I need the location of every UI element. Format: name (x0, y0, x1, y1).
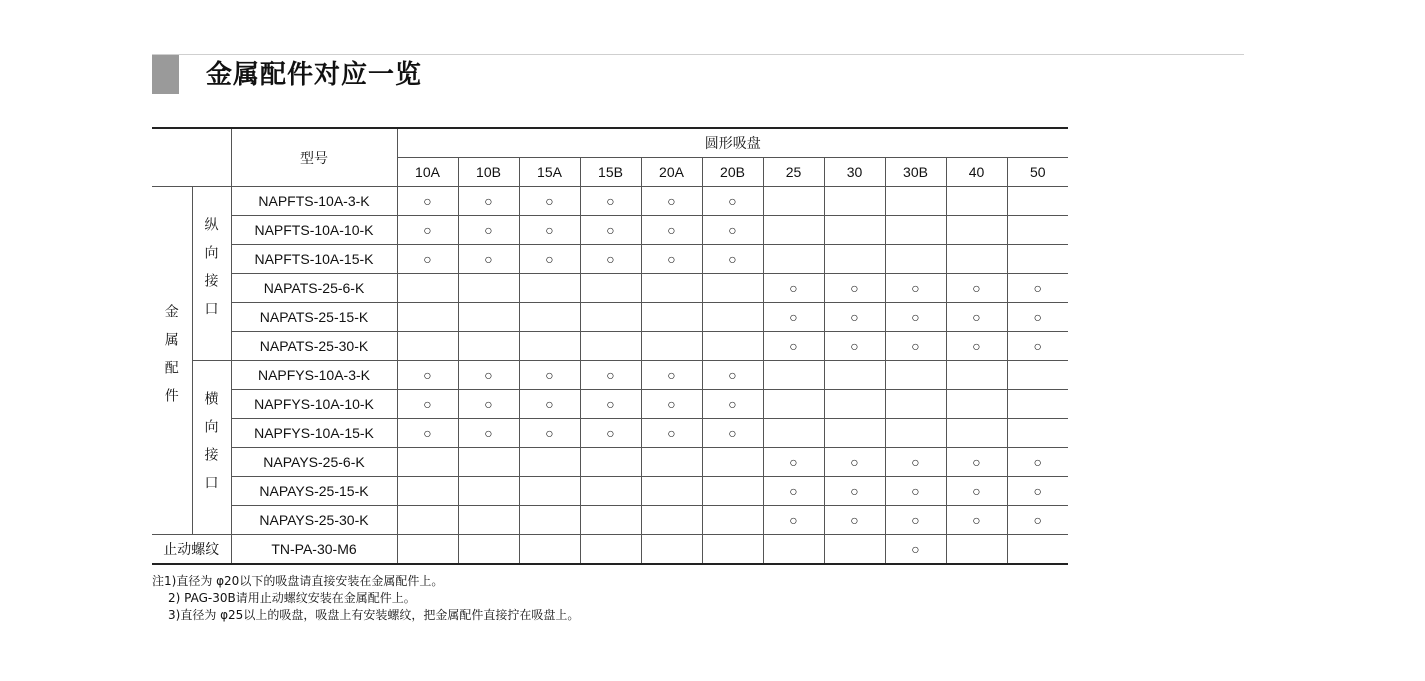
empty-cell (763, 390, 824, 419)
empty-cell (946, 390, 1007, 419)
compatible-mark: ○ (641, 216, 702, 245)
compatible-mark: ○ (702, 361, 763, 390)
empty-cell (397, 332, 458, 361)
model-cell: NAPFYS-10A-3-K (231, 361, 397, 390)
empty-cell (824, 535, 885, 565)
table-row (152, 303, 1068, 332)
top-rule (152, 54, 1244, 55)
empty-cell (519, 274, 580, 303)
compatible-mark: ○ (397, 216, 458, 245)
compatible-mark: ○ (946, 332, 1007, 361)
empty-cell (397, 274, 458, 303)
column-header: 40 (946, 158, 1007, 187)
empty-cell (702, 477, 763, 506)
empty-cell (580, 506, 641, 535)
column-header: 10B (458, 158, 519, 187)
empty-cell (519, 448, 580, 477)
empty-cell (824, 390, 885, 419)
empty-cell (763, 245, 824, 274)
model-cell: NAPAYS-25-30-K (231, 506, 397, 535)
empty-cell (824, 361, 885, 390)
compatible-mark: ○ (702, 187, 763, 216)
empty-cell (1007, 535, 1068, 565)
empty-cell (702, 506, 763, 535)
compatible-mark: ○ (641, 419, 702, 448)
compatible-mark: ○ (702, 245, 763, 274)
empty-cell (519, 506, 580, 535)
table-row (152, 187, 1068, 216)
column-header: 20B (702, 158, 763, 187)
compatible-mark: ○ (885, 274, 946, 303)
empty-cell (885, 216, 946, 245)
model-cell: NAPFTS-10A-10-K (231, 216, 397, 245)
table-row (152, 245, 1068, 274)
empty-cell (763, 535, 824, 565)
compatible-mark: ○ (519, 245, 580, 274)
empty-cell (763, 187, 824, 216)
column-header: 30B (885, 158, 946, 187)
compatible-mark: ○ (1007, 274, 1068, 303)
header-blank-cell (152, 128, 231, 187)
compatible-mark: ○ (641, 245, 702, 274)
column-header: 20A (641, 158, 702, 187)
compatible-mark: ○ (763, 506, 824, 535)
empty-cell (946, 245, 1007, 274)
compatible-mark: ○ (1007, 448, 1068, 477)
empty-cell (946, 419, 1007, 448)
empty-cell (641, 506, 702, 535)
empty-cell (1007, 361, 1068, 390)
column-header: 15A (519, 158, 580, 187)
compatible-mark: ○ (946, 477, 1007, 506)
empty-cell (824, 245, 885, 274)
group-horizontal-text: 横向接口 (203, 390, 220, 503)
empty-cell (885, 419, 946, 448)
empty-cell (458, 535, 519, 565)
compatible-mark: ○ (519, 216, 580, 245)
model-cell: NAPATS-25-6-K (231, 274, 397, 303)
compatible-mark: ○ (1007, 506, 1068, 535)
compatible-mark: ○ (885, 332, 946, 361)
empty-cell (946, 187, 1007, 216)
table-row (152, 448, 1068, 477)
model-header: 型号 (231, 128, 397, 187)
table-row (152, 535, 1068, 565)
empty-cell (458, 477, 519, 506)
compatible-mark: ○ (397, 187, 458, 216)
compatible-mark: ○ (580, 419, 641, 448)
empty-cell (519, 477, 580, 506)
column-header: 15B (580, 158, 641, 187)
empty-cell (580, 535, 641, 565)
model-cell: NAPATS-25-30-K (231, 332, 397, 361)
empty-cell (824, 187, 885, 216)
empty-cell (519, 332, 580, 361)
empty-cell (1007, 216, 1068, 245)
model-cell: NAPFYS-10A-10-K (231, 390, 397, 419)
empty-cell (641, 332, 702, 361)
compatible-mark: ○ (641, 187, 702, 216)
table-row (152, 477, 1068, 506)
compatible-mark: ○ (824, 506, 885, 535)
compatible-mark: ○ (885, 448, 946, 477)
category-label (152, 187, 192, 535)
compatible-mark: ○ (519, 361, 580, 390)
compatible-mark: ○ (946, 303, 1007, 332)
empty-cell (885, 390, 946, 419)
compatible-mark: ○ (885, 477, 946, 506)
empty-cell (702, 535, 763, 565)
model-cell: NAPFYS-10A-15-K (231, 419, 397, 448)
model-cell: NAPFTS-10A-3-K (231, 187, 397, 216)
compatible-mark: ○ (824, 477, 885, 506)
empty-cell (397, 448, 458, 477)
empty-cell (397, 303, 458, 332)
title-marker (152, 55, 179, 94)
compatible-mark: ○ (1007, 332, 1068, 361)
empty-cell (641, 535, 702, 565)
empty-cell (1007, 245, 1068, 274)
empty-cell (641, 448, 702, 477)
table-row (152, 390, 1068, 419)
empty-cell (946, 216, 1007, 245)
compatible-mark: ○ (580, 216, 641, 245)
empty-cell (702, 332, 763, 361)
empty-cell (763, 361, 824, 390)
empty-cell (397, 535, 458, 565)
empty-cell (458, 274, 519, 303)
compatible-mark: ○ (824, 448, 885, 477)
empty-cell (519, 535, 580, 565)
compatible-mark: ○ (458, 245, 519, 274)
compatible-mark: ○ (763, 448, 824, 477)
compatible-mark: ○ (702, 216, 763, 245)
empty-cell (946, 535, 1007, 565)
empty-cell (1007, 419, 1068, 448)
empty-cell (946, 361, 1007, 390)
compatible-mark: ○ (580, 245, 641, 274)
compatible-mark: ○ (946, 448, 1007, 477)
compatible-mark: ○ (458, 390, 519, 419)
compatible-mark: ○ (458, 216, 519, 245)
compatible-mark: ○ (885, 535, 946, 565)
compatible-mark: ○ (946, 274, 1007, 303)
compatible-mark: ○ (702, 390, 763, 419)
compatible-mark: ○ (1007, 303, 1068, 332)
compatible-mark: ○ (763, 477, 824, 506)
group-vertical-text: 纵向接口 (203, 216, 220, 329)
compatible-mark: ○ (458, 361, 519, 390)
empty-cell (702, 448, 763, 477)
model-cell: NAPAYS-25-6-K (231, 448, 397, 477)
page-title: 金属配件对应一览 (206, 60, 423, 90)
empty-cell (458, 303, 519, 332)
compatible-mark: ○ (580, 390, 641, 419)
empty-cell (702, 274, 763, 303)
column-header: 10A (397, 158, 458, 187)
footnote-3: 3)直径为 φ25以上的吸盘，吸盘上有安装螺纹，把金属配件直接拧在吸盘上。 (168, 608, 580, 622)
compatible-mark: ○ (641, 390, 702, 419)
empty-cell (580, 303, 641, 332)
compatible-mark: ○ (763, 303, 824, 332)
empty-cell (1007, 390, 1068, 419)
stop-screw-label: 止动螺纹 (152, 535, 231, 565)
compatible-mark: ○ (580, 361, 641, 390)
compatible-mark: ○ (397, 361, 458, 390)
compatible-mark: ○ (1007, 477, 1068, 506)
table-row (152, 274, 1068, 303)
empty-cell (885, 187, 946, 216)
model-cell: TN-PA-30-M6 (231, 535, 397, 565)
compatible-mark: ○ (397, 245, 458, 274)
model-cell: NAPATS-25-15-K (231, 303, 397, 332)
compatible-mark: ○ (641, 361, 702, 390)
suction-header: 圆形吸盘 (397, 128, 1068, 158)
header-row-1 (152, 128, 1068, 158)
table-row (152, 332, 1068, 361)
column-header: 50 (1007, 158, 1068, 187)
group-horizontal-label (192, 361, 231, 535)
empty-cell (1007, 187, 1068, 216)
empty-cell (641, 477, 702, 506)
table-row (152, 506, 1068, 535)
category-text: 金属配件 (163, 303, 180, 416)
column-header: 30 (824, 158, 885, 187)
compatible-mark: ○ (397, 390, 458, 419)
footnote-2: 2) PAG-30B请用止动螺纹安装在金属配件上。 (168, 591, 416, 605)
table-row (152, 216, 1068, 245)
table-row (152, 361, 1068, 390)
empty-cell (580, 274, 641, 303)
compatible-mark: ○ (824, 303, 885, 332)
compatible-mark: ○ (458, 187, 519, 216)
empty-cell (885, 245, 946, 274)
model-cell: NAPAYS-25-15-K (231, 477, 397, 506)
empty-cell (763, 419, 824, 448)
compatible-mark: ○ (824, 274, 885, 303)
compatibility-table (152, 127, 1068, 565)
footnotes (152, 573, 579, 624)
empty-cell (458, 448, 519, 477)
compatible-mark: ○ (580, 187, 641, 216)
compatible-mark: ○ (763, 274, 824, 303)
empty-cell (885, 361, 946, 390)
compatible-mark: ○ (946, 506, 1007, 535)
model-cell: NAPFTS-10A-15-K (231, 245, 397, 274)
footnote-1: 注1)直径为 φ20以下的吸盘请直接安装在金属配件上。 (152, 574, 444, 588)
compatible-mark: ○ (397, 419, 458, 448)
empty-cell (580, 448, 641, 477)
empty-cell (580, 477, 641, 506)
empty-cell (397, 506, 458, 535)
compatible-mark: ○ (519, 390, 580, 419)
compatible-mark: ○ (702, 419, 763, 448)
compatible-mark: ○ (824, 332, 885, 361)
compatible-mark: ○ (519, 187, 580, 216)
column-header: 25 (763, 158, 824, 187)
compatible-mark: ○ (763, 332, 824, 361)
empty-cell (824, 216, 885, 245)
empty-cell (397, 477, 458, 506)
compatible-mark: ○ (885, 506, 946, 535)
compatible-mark: ○ (885, 303, 946, 332)
empty-cell (824, 419, 885, 448)
group-vertical-label (192, 187, 231, 361)
empty-cell (458, 506, 519, 535)
empty-cell (763, 216, 824, 245)
table-row (152, 419, 1068, 448)
compatible-mark: ○ (519, 419, 580, 448)
compatible-mark: ○ (458, 419, 519, 448)
empty-cell (641, 303, 702, 332)
empty-cell (580, 332, 641, 361)
empty-cell (702, 303, 763, 332)
empty-cell (519, 303, 580, 332)
empty-cell (641, 274, 702, 303)
empty-cell (458, 332, 519, 361)
